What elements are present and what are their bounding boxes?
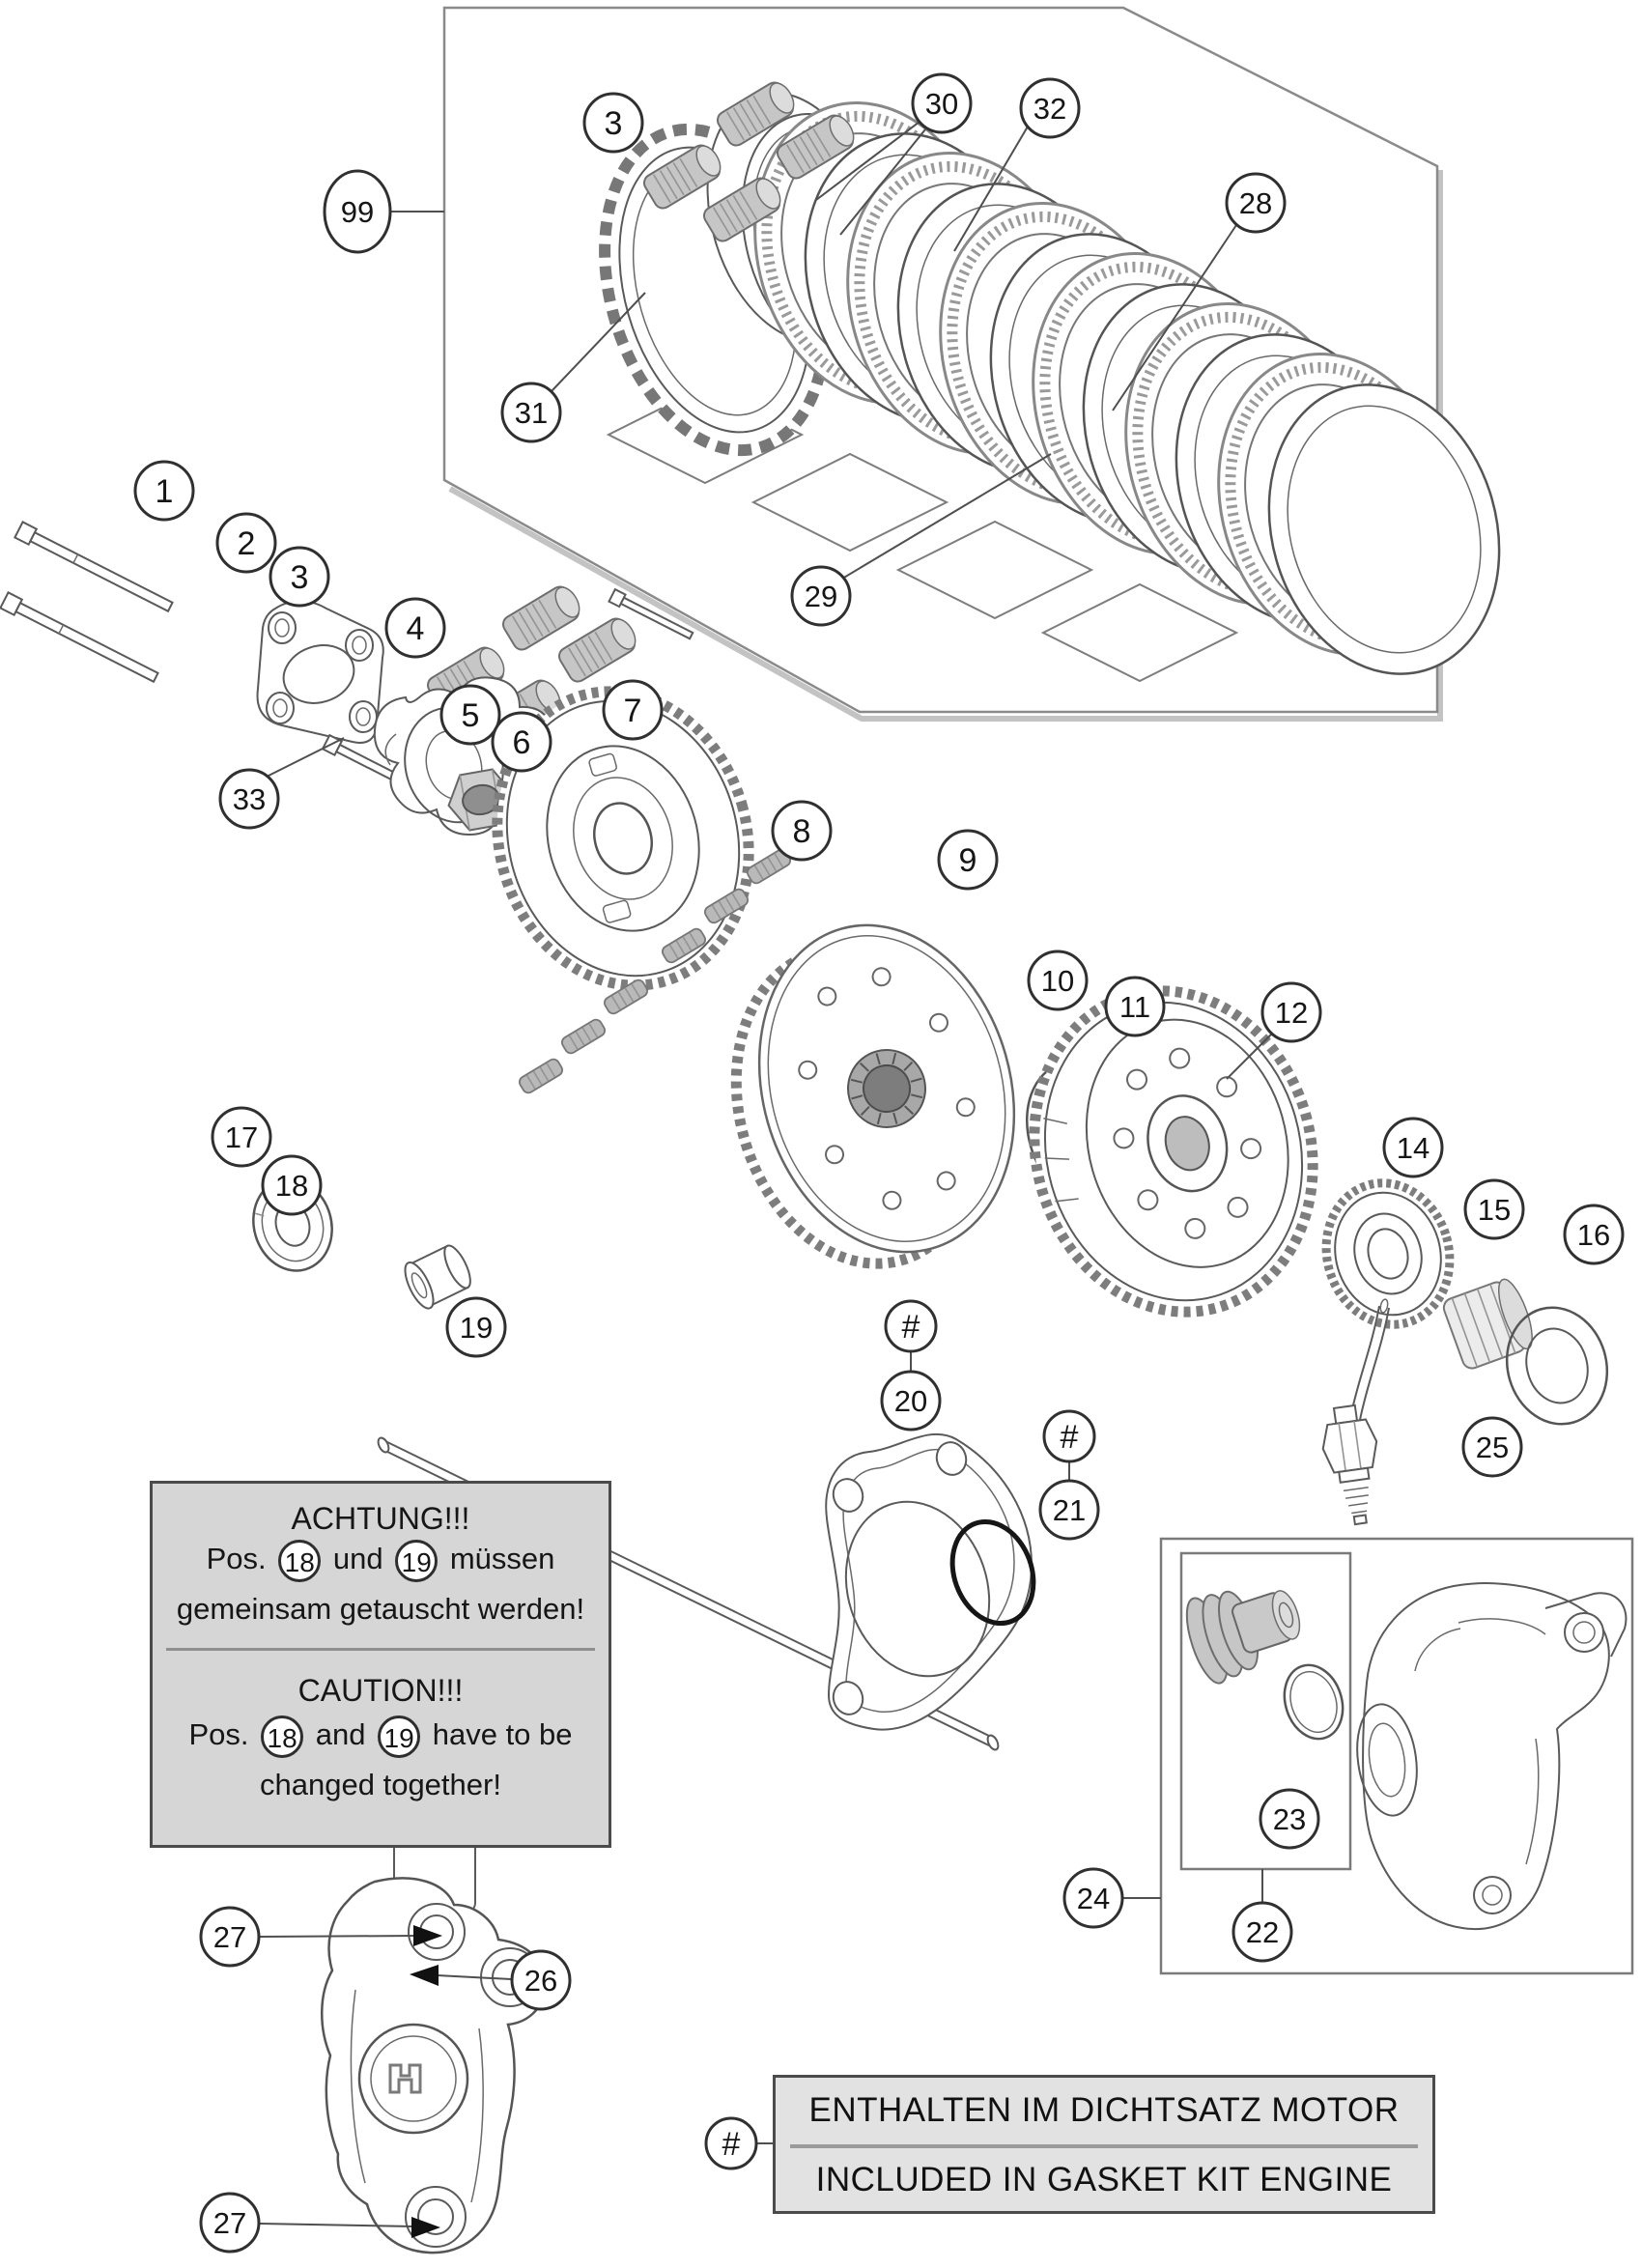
part-gasket-20	[824, 1434, 1032, 1730]
svg-text:7: 7	[623, 693, 642, 730]
gasket-divider	[790, 2144, 1418, 2148]
callout-badge-1	[135, 462, 193, 520]
svg-text:12: 12	[1274, 996, 1309, 1031]
svg-text:10: 10	[1040, 964, 1075, 999]
part-release-bracket	[322, 1828, 545, 2253]
svg-text:15: 15	[1477, 1193, 1512, 1228]
callout-badge-3	[270, 548, 328, 606]
svg-text:27: 27	[212, 2206, 247, 2241]
svg-text:21: 21	[1052, 1493, 1087, 1528]
callout-badge-7	[604, 681, 662, 739]
svg-text:29: 29	[804, 580, 838, 614]
callout-badge-2	[217, 514, 275, 572]
svg-text:22: 22	[1245, 1915, 1280, 1950]
svg-text:33: 33	[232, 782, 267, 817]
callout-badge-12	[1262, 983, 1320, 1041]
callout-badge-14	[1384, 1119, 1442, 1177]
callout-badge-3	[584, 94, 642, 152]
part-bleeder-25	[1317, 1298, 1389, 1527]
callout-badge-22	[1233, 1903, 1291, 1961]
part-slave-cylinder-22	[1350, 1583, 1626, 1929]
callout-badge-15	[1465, 1180, 1523, 1238]
svg-text:1: 1	[155, 473, 174, 511]
callout-badge-#	[886, 1301, 936, 1351]
svg-text:32: 32	[1033, 92, 1067, 127]
svg-text:#: #	[1060, 1419, 1079, 1457]
ref-19-circle: 19	[395, 1540, 438, 1582]
ref-18-circle: 18	[278, 1540, 321, 1582]
warning-line1-de	[153, 1540, 609, 1582]
callout-badge-33	[220, 770, 278, 828]
warning-line2-en: changed together!	[260, 1768, 501, 1801]
leader-line	[267, 738, 344, 777]
callout-badge-17	[212, 1108, 270, 1166]
callout-badge-23	[1260, 1790, 1318, 1848]
svg-text:#: #	[722, 2126, 741, 2164]
arrow-line	[260, 1936, 417, 1937]
svg-text:3: 3	[604, 105, 623, 143]
svg-text:24: 24	[1076, 1882, 1111, 1916]
callout-badge-27	[201, 1908, 259, 1966]
callout-badge-18	[263, 1156, 321, 1214]
svg-text:5: 5	[461, 697, 480, 735]
svg-text:6: 6	[512, 724, 531, 762]
callout-badge-26	[512, 1951, 570, 2009]
callout-badge-8	[773, 802, 831, 860]
svg-text:25: 25	[1475, 1431, 1510, 1465]
warning-line2-de: gemeinsam getauscht werden!	[176, 1592, 585, 1626]
callout-badge-11	[1106, 978, 1164, 1035]
warning-title-de: ACHTUNG!!!	[291, 1501, 470, 1536]
warning-en-mid: and	[315, 1717, 366, 1752]
warning-en-pre: Pos.	[188, 1717, 249, 1752]
gasket-kit-box	[773, 2075, 1435, 2214]
part-bolt-1b	[0, 592, 159, 685]
svg-text:30: 30	[924, 87, 959, 122]
kit-boxes	[1161, 1539, 1632, 1973]
callout-badge-25	[1463, 1418, 1521, 1476]
ref-18-circle-en: 18	[261, 1715, 303, 1758]
svg-text:23: 23	[1272, 1802, 1307, 1837]
part-flange-plate-2	[258, 601, 383, 743]
callout-badge-#	[706, 2118, 756, 2169]
svg-text:11: 11	[1118, 990, 1151, 1025]
callout-badge-16	[1565, 1205, 1623, 1263]
callout-badge-21	[1040, 1481, 1098, 1539]
part-needle-bearing-15	[1441, 1276, 1539, 1372]
warning-title-en: CAUTION!!!	[297, 1673, 464, 1708]
callout-badge-10	[1029, 951, 1087, 1009]
warning-de-pre: Pos.	[206, 1542, 267, 1576]
svg-text:#: #	[901, 1309, 920, 1347]
svg-text:14: 14	[1396, 1131, 1430, 1166]
svg-text:18: 18	[274, 1169, 309, 1204]
gasket-line-en: INCLUDED IN GASKET KIT ENGINE	[815, 2161, 1393, 2198]
svg-text:2: 2	[237, 525, 256, 563]
callout-badge-20	[882, 1372, 940, 1430]
svg-text:16: 16	[1576, 1218, 1611, 1253]
warning-box	[150, 1481, 611, 1848]
callout-badge-24	[1064, 1869, 1122, 1927]
svg-text:28: 28	[1238, 186, 1273, 221]
callout-badge-5	[441, 686, 499, 744]
callout-badge-29	[792, 567, 850, 625]
callout-badge-30	[913, 74, 971, 132]
svg-text:17: 17	[224, 1120, 259, 1155]
warning-divider	[166, 1648, 595, 1651]
callout-badge-99	[325, 171, 390, 252]
gasket-line-de: ENTHALTEN IM DICHTSATZ MOTOR	[808, 2091, 1400, 2129]
callout-badge-27	[201, 2194, 259, 2252]
svg-text:31: 31	[514, 396, 549, 431]
ref-19-circle-en: 19	[378, 1715, 420, 1758]
warning-de-post: müssen	[449, 1542, 555, 1576]
callout-badge-4	[386, 599, 444, 657]
callout-badge-#	[1044, 1411, 1094, 1461]
svg-text:9: 9	[958, 842, 977, 880]
warning-line1-en	[153, 1715, 609, 1758]
svg-text:4: 4	[406, 610, 425, 648]
callout-badge-28	[1227, 174, 1285, 232]
callout-badge-32	[1021, 79, 1079, 137]
part-kit-oring	[1275, 1658, 1351, 1746]
svg-text:3: 3	[290, 559, 309, 597]
part-centre-plate-9	[696, 894, 1053, 1292]
callout-badge-31	[502, 383, 560, 441]
svg-text:20: 20	[893, 1384, 928, 1419]
svg-text:8: 8	[792, 813, 811, 851]
part-piston-23	[1178, 1569, 1311, 1687]
svg-text:99: 99	[340, 195, 375, 230]
callout-badge-6	[493, 713, 551, 771]
warning-de-mid: und	[332, 1542, 383, 1576]
part-bolt-1a	[14, 522, 174, 614]
callout-badge-19	[447, 1298, 505, 1356]
svg-text:26: 26	[524, 1964, 558, 1999]
svg-text:19: 19	[459, 1311, 494, 1346]
svg-text:27: 27	[212, 1920, 247, 1955]
callout-badge-9	[939, 831, 997, 889]
warning-en-post: have to be	[432, 1717, 573, 1752]
